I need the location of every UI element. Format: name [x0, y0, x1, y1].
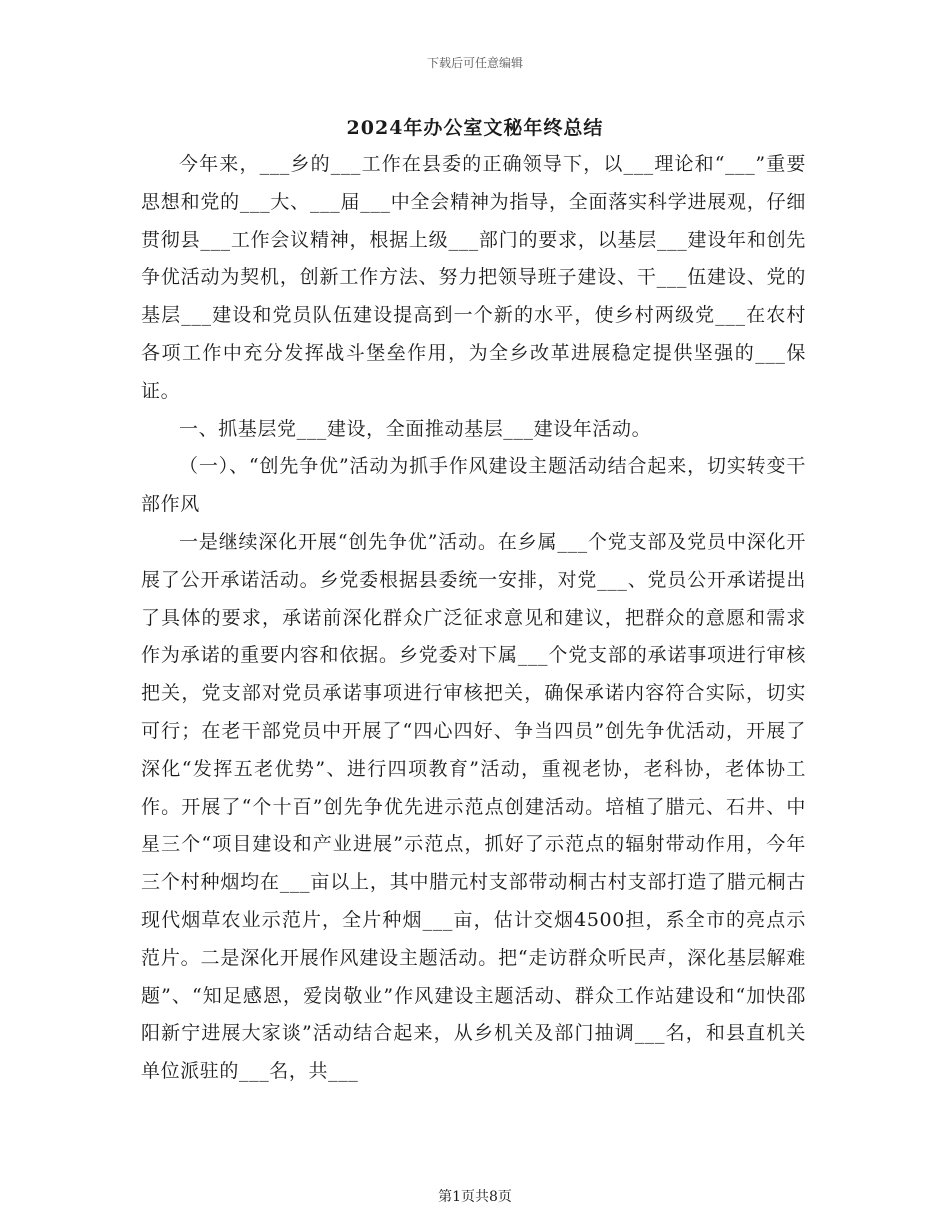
document-body: [141, 146, 806, 1091]
document-title: 2024年办公室文秘年终总结: [346, 117, 604, 139]
page-header-note: 下载后可任意编辑: [426, 56, 523, 70]
paragraph-section-heading: 一、抓基层党___建设，全面推动基层___建设年活动。: [179, 417, 652, 440]
paragraph-subsection-heading: （一）、“创先争优”活动为抓手作风建设主题活动结合起来，切实转变干部作风: [141, 455, 806, 516]
paragraph-body: 一是继续深化开展“创先争优”活动。在乡属___个党支部及党员中深化开展了公开承诺活动。乡党委根据县委统一安排，对党___、党员公开承诺提出了具体的要求，承诺前深化群众广泛征求意见和建议，把群众的意愿和需求作为承诺的重要内容和依据。乡党委对下属___个党支部的承诺事项进行审核把关，党支部对党员承诺事项进行审核把关，确保承诺内容符合实际，切实可行；在老干部党员中开展了“四心四好、争当四员”创先争优活动，开展了深化“发挥五老优势”、进行四项教育”活动，重视老协，老科协，老体协工作。开展了“个十百”创先争优先进示范点创建活动。培植了腊元、石井、中星三个“项目建设和产业进展”示范点，抓好了示范点的辐射带动作用，今年三个村种烟均在___亩以上，其中腊元村支部带动桐古村支部打造了腊元桐古现代烟草农业示范片，全片种烟___亩，估计交烟4500担，系全市的亮点示范片。二是深化开展作风建设主题活动。把“走访群众听民声，深化基层解难题”、“知足感恩，爱岗敬业”作风建设主题活动、群众工作站建设和“加快邵阳新宁进展大家谈”活动结合起来，从乡机关及部门抽调___名，和县直机关单位派驻的___名，共___: [141, 530, 806, 1083]
page-number: 第1页共8页: [438, 1189, 512, 1205]
paragraph-intro: 今年来，___乡的___工作在县委的正确领导下，以___理论和“___”重要思想和党的___大、___届___中全会精神为指导，全面落实科学进展观，仔细贯彻县___工作会议精神，根据上级___部门的要求，以基层___建设年和创先争优活动为契机，创新工作方法、努力把领导班子建设、干___伍建设、党的基层___建设和党员队伍建设提高到一个新的水平，使乡村两级党___在农村各项工作中充分发挥战斗堡垒作用，为全乡改革进展稳定提供坚强的___保证。: [141, 153, 806, 402]
